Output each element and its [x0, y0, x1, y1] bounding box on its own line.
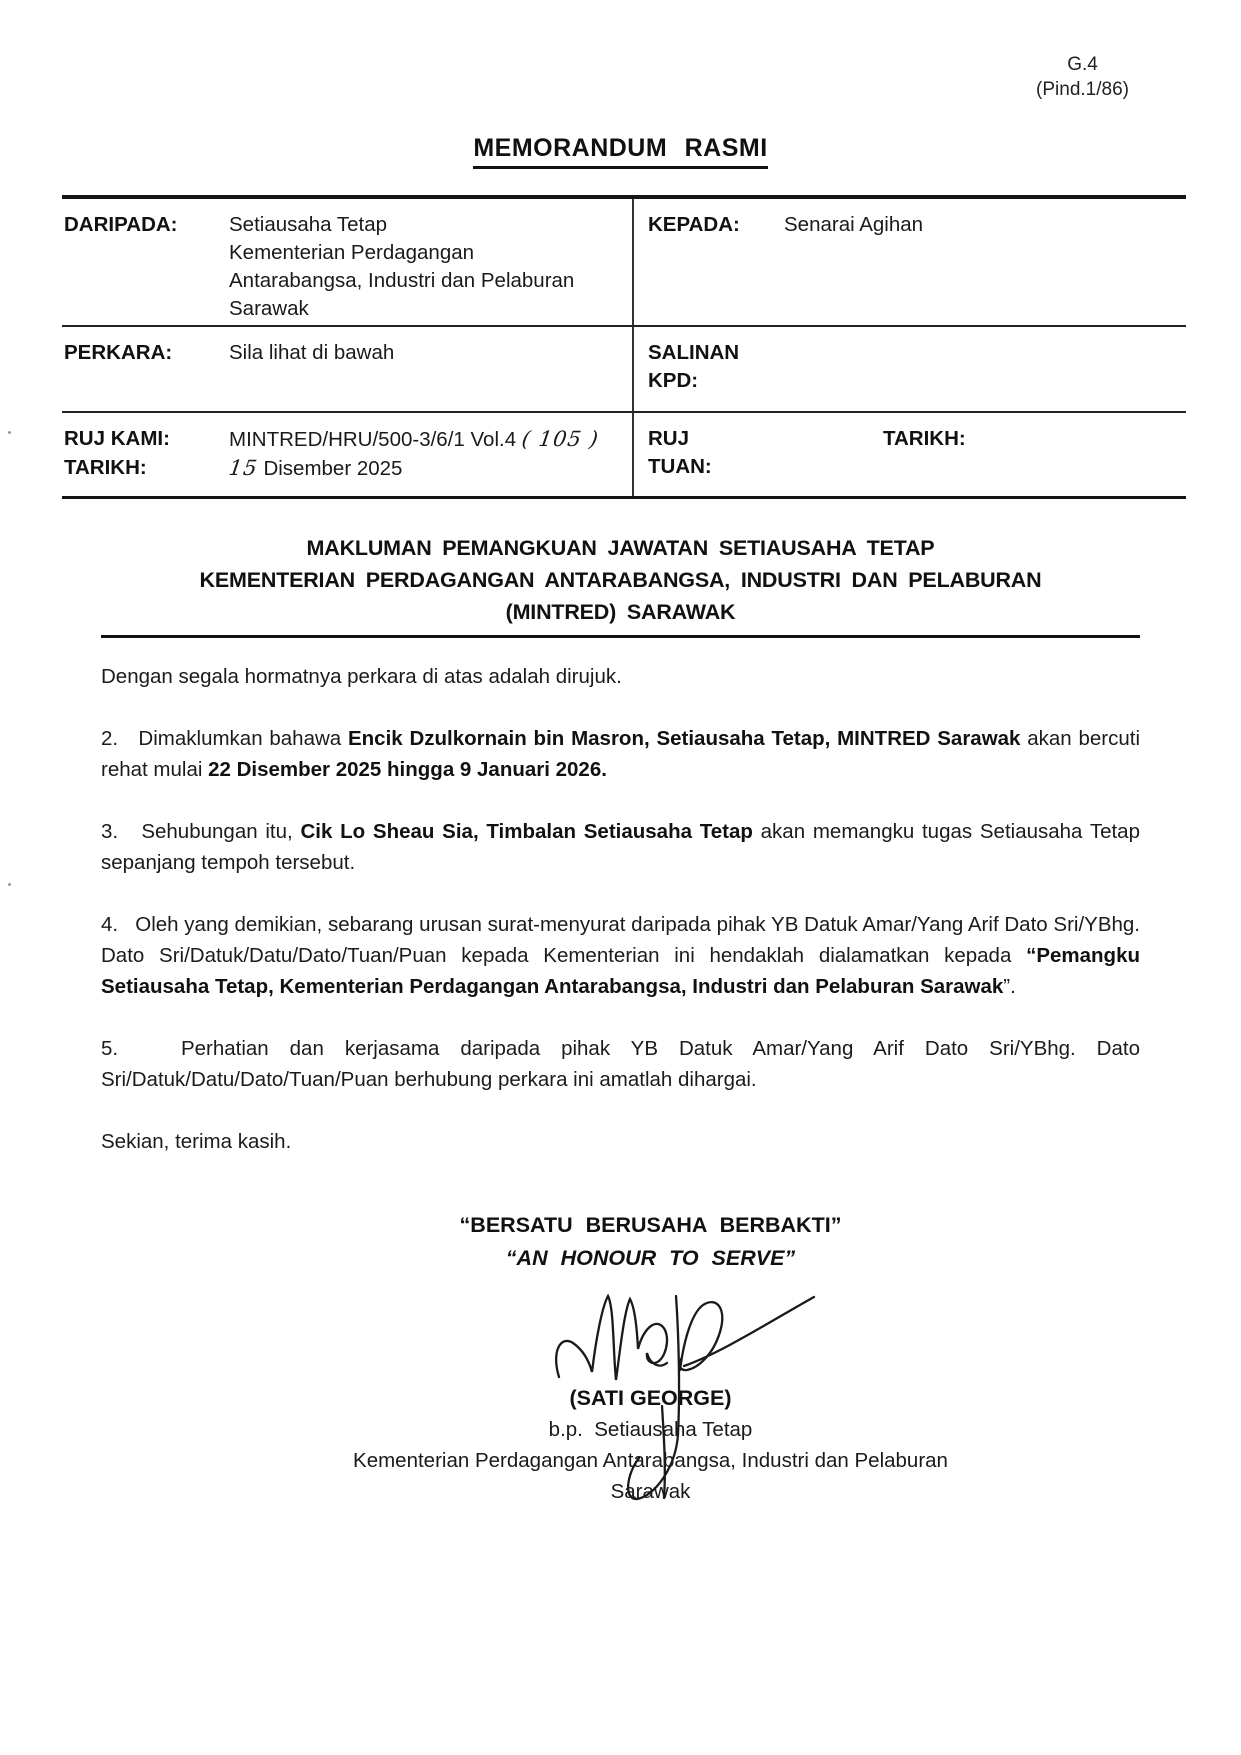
subject-line-1: MAKLUMAN PEMANGKUAN JAWATAN SETIAUSAHA TETAP [306, 536, 935, 560]
form-revision: (Pind.1/86) [1036, 79, 1129, 100]
subject-line-3: (MINTRED) SARAWAK [505, 600, 736, 624]
perkara-label: PERKARA: [64, 341, 173, 364]
signatory-org-line-2: Sarawak [610, 1480, 691, 1503]
tarikh-value: 15 Disember 2025 [227, 456, 403, 480]
subject-heading [101, 532, 1140, 638]
ruj-kami-cell [62, 411, 632, 496]
signatory-name: (SATI GEORGE) [569, 1386, 732, 1410]
page-title: MEMORANDUM RASMI [473, 134, 767, 169]
memo-header-table [62, 195, 1186, 499]
motto-line-english: “AN HONOUR TO SERVE” [505, 1246, 796, 1270]
tarikh-handwritten-day: 15 [227, 456, 260, 480]
tarikh-right-label: TARIKH: [883, 427, 966, 450]
signature-block [101, 1383, 1140, 1507]
perkara-cell [62, 325, 632, 411]
scan-speck [8, 431, 11, 434]
ruj-kami-value: MINTRED/HRU/500-3/6/1 Vol.4 ( 105 ) [229, 427, 601, 451]
salinan-cell [632, 325, 1186, 411]
daripada-label: DARIPADA: [64, 213, 178, 236]
signatory-org-line-1: Kementerian Perdagangan Antarabangsa, Industri dan Pelaburan [353, 1449, 948, 1472]
paragraph-4: 4. Oleh yang demikian, sebarang urusan surat-menyurat daripada pihak YB Datuk Amar/Yang Arif Dato Sri/YBhg. Dato Sri/Datuk/Datu/Dato/Tuan/Puan kepada Kementerian ini hendaklah dialamatkan kepada “Pemangku Setiausaha Tetap, Kementerian Perdagangan Antarabangsa, Industri dan Pelaburan Sarawak”. [101, 913, 1140, 998]
subject-line-2: KEMENTERIAN PERDAGANGAN ANTARABANGSA, INDUSTRI DAN PELABURAN [199, 568, 1042, 592]
tarikh-label: TARIKH: [64, 456, 147, 479]
kepada-value: Senarai Agihan [784, 213, 924, 236]
ruj-tuan-label: RUJ TUAN: [648, 427, 712, 478]
motto-line-malay: “BERSATU BERUSAHA BERBAKTI” [459, 1213, 842, 1237]
kepada-label: KEPADA: [648, 213, 740, 236]
closing-line: Sekian, terima kasih. [101, 1130, 292, 1153]
ruj-kami-handwritten-number: ( 105 ) [520, 427, 601, 451]
signatory-on-behalf: b.p. Setiausaha Tetap [548, 1418, 753, 1441]
daripada-value: Setiausaha Tetap Kementerian Perdagangan Antarabangsa, Industri dan Pelaburan Sarawak [229, 213, 575, 320]
salinan-label: SALINAN KPD: [648, 341, 740, 392]
daripada-cell [62, 199, 632, 325]
form-code-block [0, 0, 1241, 102]
ruj-tuan-cell [632, 411, 1186, 496]
scan-speck [8, 883, 11, 886]
paragraph-2: 2. Dimaklumkan bahawa Encik Dzulkornain bin Masron, Setiausaha Tetap, MINTRED Sarawak akan bercuti rehat mulai 22 Disember 2025 hingga 9 Januari 2026. [101, 727, 1141, 781]
paragraph-3: 3. Sehubungan itu, Cik Lo Sheau Sia, Timbalan Setiausaha Tetap akan memangku tugas Setiausaha Tetap sepanjang tempoh tersebut. [101, 820, 1140, 874]
ruj-kami-label: RUJ KAMI: [64, 427, 170, 450]
perkara-value: Sila lihat di bawah [229, 341, 395, 364]
form-code: G.4 [1067, 54, 1098, 75]
kepada-cell [632, 199, 1186, 325]
motto-block [101, 1209, 1140, 1275]
paragraph-1: Dengan segala hormatnya perkara di atas adalah dirujuk. [101, 665, 622, 688]
paragraph-5: 5. Perhatian dan kerjasama daripada pihak YB Datuk Amar/Yang Arif Dato Sri/YBhg. Dato Sri/Datuk/Datu/Dato/Tuan/Puan berhubung perkara ini amatlah dihargai. [101, 1037, 1140, 1091]
